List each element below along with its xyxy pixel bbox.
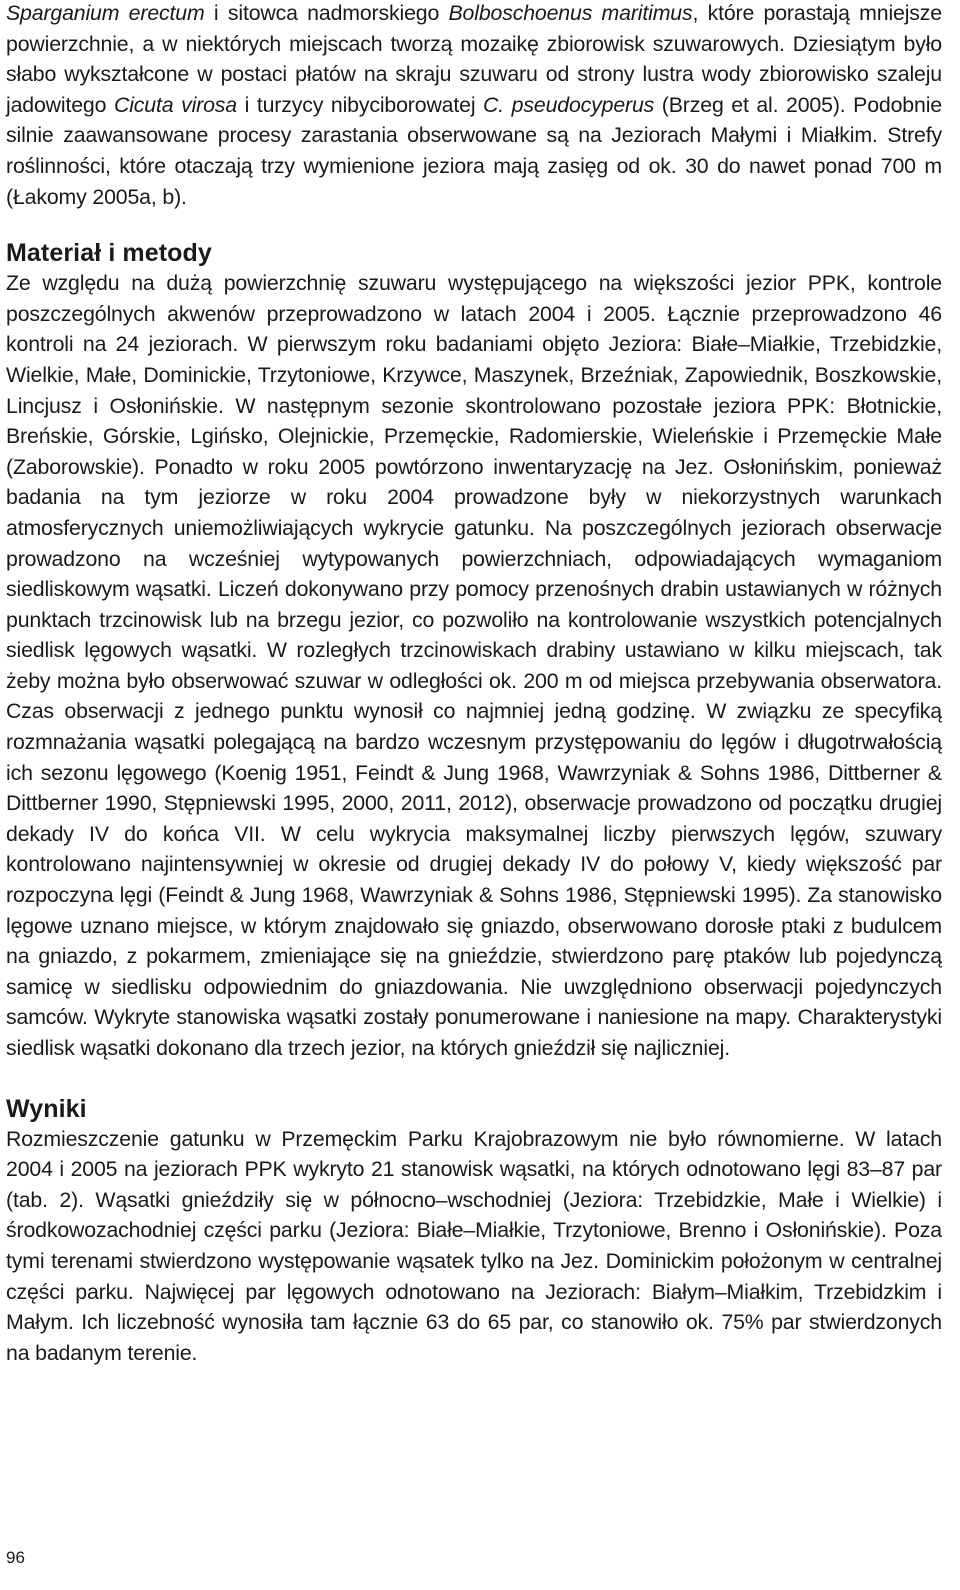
species-sparganium: Sparganium erectum: [6, 1, 205, 25]
results-heading: Wyniki: [6, 1094, 87, 1123]
intro-text-4: (Brzeg et al. 2005). Podobnie silnie zaawansowane procesy zarastania obserwowane są na Jeziorach Małymi i Miałkim. Strefy roślinności, które otaczają trzy wymienione jeziora mają zasięg od ok. 30 do nawet ponad 700 m (Łakomy 2005a, b).: [6, 92, 942, 209]
methods-paragraph: Ze względu na dużą powierzchnię szuwaru występującego na większości jezior PPK, kontrole poszczególnych akwenów przeprowadzono w latach 2004 i 2005. Łącznie przeprowadzono 46 kontroli na 24 jeziorach. W pierwszym roku badaniami objęto Jeziora: Białe–Miałkie, Trzebidzkie, Wielkie, Małe, Dominickie, Trzytoniowe, Krzywce, Maszynek, Brzeźniak, Zapowiednik, Boszkowskie, Lincjusz i Osłonińskie. W następnym sezonie skontrolowano pozostałe jeziora PPK: Błotnickie, Breńskie, Górskie, Lgińsko, Olejnickie, Przemęckie, Radomierskie, Wieleńskie i Przemęckie Małe (Zaborowskie). Ponadto w roku 2005 powtórzono inwentaryzację na Jez. Osłonińskim, ponieważ badania na tym jeziorze w roku 2004 prowadzone były w niekorzystnych warunkach atmosferycznych uniemożliwiających wykrycie gatunku. Na poszczególnych jeziorach obserwacje prowadzono na wcześniej wytypowanych powierzchniach, odpowiadających wymaganiom siedliskowym wąsatki. Liczeń dokonywano przy pomocy przenośnych drabin ustawianych w różnych punktach trzcinowisk lub na brzegu jezior, co pozwoliło na kontrolowanie wszystkich potencjalnych siedlisk lęgowych wąsatki. W rozległych trzcinowiskach drabiny ustawiano w kilku miejscach, tak żeby można było obserwować szuwar w odległości ok. 200 m od miejsca przebywania obserwatora. Czas obserwacji z jednego punktu wynosił co najmniej jedną godzinę. W związku ze specyfiką rozmnażania wąsatki polegającą na bardzo wczesnym przystępowaniu do lęgów i długotrwałością ich sezonu lęgowego (Koenig 1951, Feindt & Jung 1968, Wawrzyniak & Sohns 1986, Dittberner & Dittberner 1990, Stępniewski 1995, 2000, 2011, 2012), obserwacje prowadzono od początku drugiej dekady IV do końca VII. W celu wykrycia maksymalnej liczby pierwszych lęgów, szuwary kontrolowano najintensywniej w okresie od drugiej dekady IV do połowy V, kiedy większość par rozpoczyna lęgi (Feindt & Jung 1968, Wawrzyniak & Sohns 1986, Stępniewski 1995). Za stanowisko lęgowe uznano miejsce, w którym znajdowało się gniazdo, obserwowano dorosłe ptaki z budulcem na gniazdo, z pokarmem, zmieniające się na gnieździe, stwierdzono parę ptaków lub pojedynczą samicę w siedlisku odpowiednim do gniazdowania. Nie uwzględniono obserwacji pojedynczych samców. Wykryte stanowiska wąsatki zostały ponumerowane i naniesione na mapy. Charakterystyki siedlisk wąsatki dokonano dla trzech jezior, na których gnieździł się najliczniej.: [6, 271, 942, 1060]
species-carex: C. pseudocyperus: [483, 92, 655, 117]
article-page: [6, 0, 942, 1368]
intro-paragraph: [6, 0, 942, 212]
results-paragraph: Rozmieszczenie gatunku w Przemęckim Parku Krajobrazowym nie było równomierne. W latach 2004 i 2005 na jeziorach PPK wykryto 21 stanowisk wąsatki, na których odnotowano lęgi 83–87 par (tab. 2). Wąsatki gnieździły się w północno–wschodniej (Jeziora: Trzebidzkie, Małe i Wielkie) i środkowozachodniej części parku (Jeziora: Białe–Miałkie, Trzytoniowe, Brenno i Osłonińskie). Poza tymi terenami stwierdzono występowanie wąsatek tylko na Jez. Dominickim położonym w centralnej części parku. Najwięcej par lęgowych odnotowano na Jeziorach: Białym–Miałkim, Trzebidzkim i Małym. Ich liczebność wynosiła tam łącznie 63 do 65 par, co stanowiło ok. 75% par stwierdzonych na badanym terenie.: [6, 1126, 942, 1365]
species-cicuta: Cicuta virosa: [113, 92, 237, 117]
species-bolboschoenus: Bolboschoenus maritimus: [448, 1, 693, 25]
page-number: 96: [6, 1548, 25, 1567]
intro-text-3: i turzycy nibyciborowatej: [236, 92, 484, 117]
intro-text-1: i sitowca nadmorskiego: [204, 1, 449, 25]
methods-heading: Materiał i metody: [6, 239, 212, 268]
intro-text-2: , które porastają mniejsze powierzchnie, a w niektórych miejscach tworzą mozaikę zbiorowisk szuwarowych. Dziesiątym było słabo wykształcone w postaci płatów na skraju szuwaru od strony lustra wody zbiorowisko szaleju jadowitego: [6, 1, 942, 117]
